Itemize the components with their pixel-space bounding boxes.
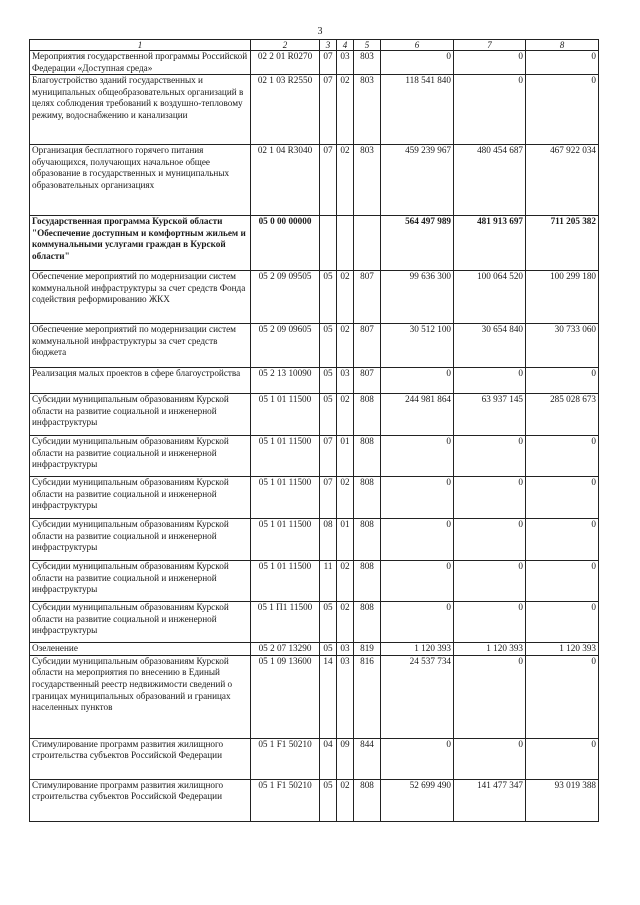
row-value-2: 0: [454, 561, 526, 602]
row-name: Обеспечение мероприятий по модернизации систем коммунальной инфраструктуры за счет средств бюджета: [30, 324, 251, 368]
row-grbs: 808: [354, 519, 381, 561]
row-value-1: 244 981 864: [381, 394, 454, 436]
row-name: Государственная программа Курской области "Обеспечение доступным и комфортным жильем и коммунальными услугами граждан в Курской области": [30, 216, 251, 271]
row-value-2: 0: [454, 519, 526, 561]
row-grbs: 807: [354, 324, 381, 368]
row-name: Обеспечение мероприятий по модернизации систем коммунальной инфраструктуры за счет средств Фонда содействия реформированию ЖКХ: [30, 271, 251, 324]
row-value-2: 141 477 347: [454, 779, 526, 821]
row-code: 05 1 01 11500: [251, 477, 320, 519]
row-value-3: 467 922 034: [526, 145, 599, 216]
row-value-1: 0: [381, 519, 454, 561]
row-code: 05 1 01 11500: [251, 519, 320, 561]
row-subsection: 02: [337, 75, 354, 145]
row-name: Субсидии муниципальным образованиям Курской области на развитие социальной и инженерной инфраструктуры: [30, 477, 251, 519]
table-row: [30, 477, 599, 519]
row-value-2: 0: [454, 75, 526, 145]
row-code: 05 2 13 10090: [251, 368, 320, 394]
row-name: Субсидии муниципальным образованиям Курской области на мероприятия по внесению в Единый государственный реестр недвижимости сведений о границах муниципальных образований и границах населенных пунктов: [30, 655, 251, 738]
table-row: [30, 602, 599, 643]
row-grbs: 807: [354, 368, 381, 394]
header-cell: 5: [354, 40, 381, 51]
row-value-3: 100 299 180: [526, 271, 599, 324]
table-row: [30, 368, 599, 394]
table-row: [30, 51, 599, 75]
table-row: [30, 271, 599, 324]
row-section: 05: [320, 324, 337, 368]
row-value-2: 481 913 697: [454, 216, 526, 271]
row-section: 05: [320, 643, 337, 656]
header-cell: 6: [381, 40, 454, 51]
row-section: 07: [320, 75, 337, 145]
row-value-3: 0: [526, 75, 599, 145]
row-code: 05 0 00 00000: [251, 216, 320, 271]
row-code: 02 2 01 R0270: [251, 51, 320, 75]
row-section: 08: [320, 519, 337, 561]
row-value-2: 100 064 520: [454, 271, 526, 324]
row-section: 05: [320, 779, 337, 821]
row-value-3: 711 205 382: [526, 216, 599, 271]
row-grbs: 819: [354, 643, 381, 656]
row-subsection: 02: [337, 394, 354, 436]
header-cell: 2: [251, 40, 320, 51]
row-name: Субсидии муниципальным образованиям Курской области на развитие социальной и инженерной инфраструктуры: [30, 519, 251, 561]
table-row: [30, 394, 599, 436]
row-value-1: 52 699 490: [381, 779, 454, 821]
row-value-2: 0: [454, 368, 526, 394]
row-name: Стимулирование программ развития жилищного строительства субъектов Российской Федерации: [30, 779, 251, 821]
row-value-3: 0: [526, 51, 599, 75]
table-row: [30, 561, 599, 602]
row-code: 05 1 01 11500: [251, 436, 320, 477]
row-value-2: 0: [454, 51, 526, 75]
row-value-3: 0: [526, 738, 599, 779]
row-value-1: 99 636 300: [381, 271, 454, 324]
row-value-3: 0: [526, 519, 599, 561]
row-grbs: 803: [354, 145, 381, 216]
row-value-3: 0: [526, 436, 599, 477]
row-value-1: 459 239 967: [381, 145, 454, 216]
row-code: 05 1 П1 11500: [251, 602, 320, 643]
row-code: 05 2 07 13290: [251, 643, 320, 656]
header-cell: 8: [526, 40, 599, 51]
row-subsection: 02: [337, 145, 354, 216]
row-name: Субсидии муниципальным образованиям Курской области на развитие социальной и инженерной инфраструктуры: [30, 561, 251, 602]
row-value-2: 480 454 687: [454, 145, 526, 216]
row-value-2: 63 937 145: [454, 394, 526, 436]
row-grbs: 808: [354, 602, 381, 643]
row-name: Озеленение: [30, 643, 251, 656]
row-value-1: 30 512 100: [381, 324, 454, 368]
row-value-3: 0: [526, 477, 599, 519]
row-section: 05: [320, 394, 337, 436]
row-code: 05 1 09 13600: [251, 655, 320, 738]
row-subsection: 03: [337, 643, 354, 656]
row-section: 07: [320, 145, 337, 216]
row-subsection: 01: [337, 436, 354, 477]
row-grbs: 808: [354, 561, 381, 602]
row-value-1: 0: [381, 51, 454, 75]
row-section: 05: [320, 368, 337, 394]
table-row: [30, 324, 599, 368]
row-grbs: 844: [354, 738, 381, 779]
row-grbs: 808: [354, 394, 381, 436]
row-code: 05 2 09 09505: [251, 271, 320, 324]
row-section: 05: [320, 602, 337, 643]
row-code: 05 1 01 11500: [251, 561, 320, 602]
row-value-2: 0: [454, 602, 526, 643]
row-grbs: 803: [354, 75, 381, 145]
row-name: Благоустройство зданий государственных и муниципальных общеобразовательных организаций в целях соблюдения требований к воздушно-тепловому режиму, водоснабжению и канализации: [30, 75, 251, 145]
row-value-1: 1 120 393: [381, 643, 454, 656]
row-subsection: 02: [337, 324, 354, 368]
row-subsection: 03: [337, 51, 354, 75]
row-grbs: 808: [354, 477, 381, 519]
table-row: [30, 738, 599, 779]
row-value-2: 1 120 393: [454, 643, 526, 656]
row-value-1: 0: [381, 368, 454, 394]
row-code: 02 1 03 R2550: [251, 75, 320, 145]
row-code: 05 1 F1 50210: [251, 779, 320, 821]
table-row: [30, 519, 599, 561]
header-cell: 1: [30, 40, 251, 51]
table-row: [30, 75, 599, 145]
row-section: 11: [320, 561, 337, 602]
row-value-1: 564 497 989: [381, 216, 454, 271]
table-row: [30, 436, 599, 477]
row-code: 02 1 04 R3040: [251, 145, 320, 216]
row-value-3: 0: [526, 561, 599, 602]
row-subsection: 03: [337, 368, 354, 394]
row-value-3: 0: [526, 602, 599, 643]
row-subsection: 02: [337, 561, 354, 602]
table-row: [30, 655, 599, 738]
header-cell: 4: [337, 40, 354, 51]
row-value-2: 0: [454, 738, 526, 779]
row-grbs: 807: [354, 271, 381, 324]
row-value-2: 0: [454, 436, 526, 477]
row-section: 07: [320, 477, 337, 519]
row-name: Организация бесплатного горячего питания обучающихся, получающих начальное общее образование в государственных и муниципальных образовательных организациях: [30, 145, 251, 216]
row-section: 07: [320, 436, 337, 477]
row-value-3: 1 120 393: [526, 643, 599, 656]
row-grbs: 816: [354, 655, 381, 738]
row-grbs: 808: [354, 436, 381, 477]
row-subsection: 02: [337, 477, 354, 519]
row-name: Субсидии муниципальным образованиям Курской области на развитие социальной и инженерной инфраструктуры: [30, 394, 251, 436]
row-name: Реализация малых проектов в сфере благоустройства: [30, 368, 251, 394]
row-subsection: 03: [337, 655, 354, 738]
row-subsection: 02: [337, 602, 354, 643]
row-value-1: 118 541 840: [381, 75, 454, 145]
row-grbs: 808: [354, 779, 381, 821]
row-subsection: [337, 216, 354, 271]
row-value-2: 0: [454, 477, 526, 519]
table-row: [30, 145, 599, 216]
budget-table: [29, 39, 599, 822]
row-subsection: 01: [337, 519, 354, 561]
row-subsection: 02: [337, 271, 354, 324]
row-subsection: 09: [337, 738, 354, 779]
row-name: Стимулирование программ развития жилищного строительства субъектов Российской Федерации: [30, 738, 251, 779]
row-value-3: 0: [526, 655, 599, 738]
row-subsection: 02: [337, 779, 354, 821]
row-section: 14: [320, 655, 337, 738]
row-value-2: 0: [454, 655, 526, 738]
row-grbs: 803: [354, 51, 381, 75]
column-number-header: [30, 40, 599, 51]
row-section: 07: [320, 51, 337, 75]
row-section: [320, 216, 337, 271]
row-name: Субсидии муниципальным образованиям Курской области на развитие социальной и инженерной инфраструктуры: [30, 436, 251, 477]
row-value-2: 30 654 840: [454, 324, 526, 368]
row-value-1: 0: [381, 738, 454, 779]
row-value-1: 24 537 734: [381, 655, 454, 738]
page-number: 3: [317, 26, 323, 37]
row-value-1: 0: [381, 602, 454, 643]
row-value-1: 0: [381, 477, 454, 519]
row-value-1: 0: [381, 436, 454, 477]
row-value-3: 285 028 673: [526, 394, 599, 436]
row-value-3: 0: [526, 368, 599, 394]
row-code: 05 2 09 09605: [251, 324, 320, 368]
header-cell: 3: [320, 40, 337, 51]
header-cell: 7: [454, 40, 526, 51]
row-value-1: 0: [381, 561, 454, 602]
row-code: 05 1 F1 50210: [251, 738, 320, 779]
row-value-3: 30 733 060: [526, 324, 599, 368]
table-row: [30, 643, 599, 656]
table-row: [30, 779, 599, 821]
row-name: Мероприятия государственной программы Российской Федерации «Доступная среда»: [30, 51, 251, 75]
table-row: [30, 216, 599, 271]
row-section: 05: [320, 271, 337, 324]
row-section: 04: [320, 738, 337, 779]
row-code: 05 1 01 11500: [251, 394, 320, 436]
row-grbs: [354, 216, 381, 271]
row-value-3: 93 019 388: [526, 779, 599, 821]
row-name: Субсидии муниципальным образованиям Курской области на развитие социальной и инженерной инфраструктуры: [30, 602, 251, 643]
